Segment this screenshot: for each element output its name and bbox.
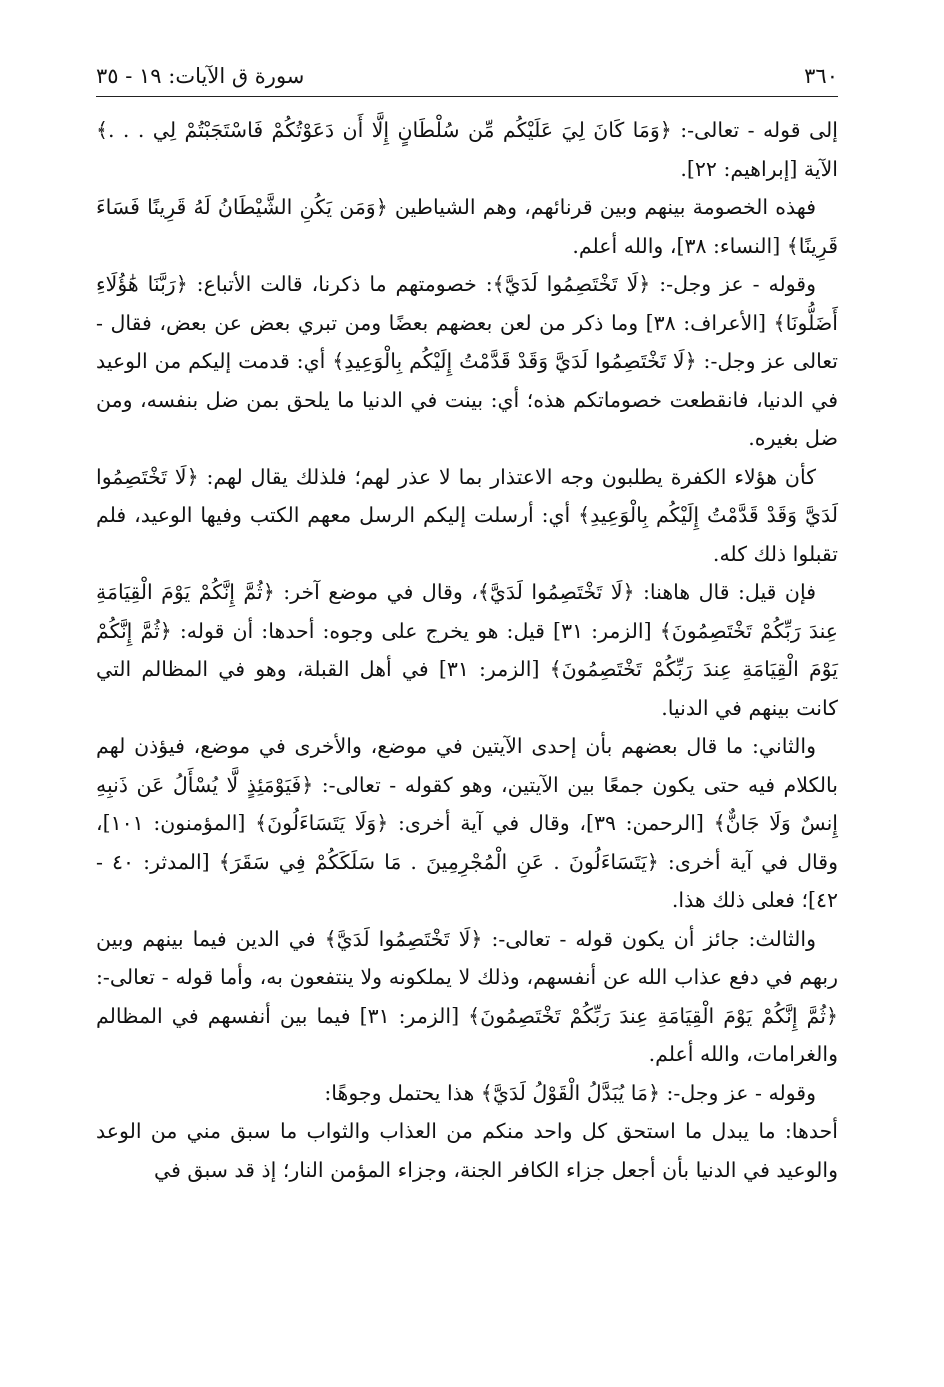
page-body (96, 111, 838, 1189)
paragraph: أحدها: ما يبدل ما استحق كل واحد منكم من العذاب والثواب ما سبق مني من الوعد والوعيد في الدنيا بأن أجعل جزاء الكافر الجنة، وجزاء المؤمن النار؛ إذ قد سبق في (96, 1119, 838, 1182)
page-header (96, 56, 838, 97)
paragraph: إلى قوله - تعالى-: ﴿وَمَا كَانَ لِيَ عَلَيْكُم مِّن سُلْطَانٍ إِلَّا أَن دَعَوْتُكُمْ فَاسْتَجَبْتُمْ لِي . . .﴾ الآية [إبراهيم: ٢٢]. (96, 118, 838, 181)
paragraph: وقوله - عز وجل-: ﴿مَا يُبَدَّلُ الْقَوْلُ لَدَيَّ﴾ هذا يحتمل وجوهًا: (324, 1080, 816, 1105)
paragraph: فهذه الخصومة بينهم وبين قرنائهم، وهم الشياطين ﴿وَمَن يَكُنِ الشَّيْطَانُ لَهُ قَرِينًا فَسَاءَ قَرِينًا﴾ [النساء: ٣٨]، والله أعلم. (96, 195, 838, 258)
book-page (96, 56, 838, 1346)
paragraph: كأن هؤلاء الكفرة يطلبون وجه الاعتذار بما لا عذر لهم؛ فلذلك يقال لهم: ﴿لَا تَخْتَصِمُوا لَدَيَّ وَقَدْ قَدَّمْتُ إِلَيْكُم بِالْوَعِيدِ﴾ أي: أرسلت إليكم الرسل معهم الكتب وفيها الوعيد، فلم تقبلوا ذلك كله. (96, 464, 838, 566)
paragraph: والثالث: جائز أن يكون قوله - تعالى-: ﴿لَا تَخْتَصِمُوا لَدَيَّ﴾ في الدين فيما بينهم وبين ربهم في دفع عذاب الله عن أنفسهم، وذلك لا يملكونه ولا ينتفعون به، وأما قوله - تعالى-: ﴿ثُمَّ إِنَّكُمْ يَوْمَ الْقِيَامَةِ عِندَ رَبِّكُمْ تَخْتَصِمُونَ﴾ [الزمر: ٣١] فيما بين أنفسهم في المظالم والغرامات، والله أعلم. (96, 926, 838, 1066)
paragraph: وقوله - عز وجل-: ﴿لَا تَخْتَصِمُوا لَدَيَّ﴾: خصومتهم ما ذكرنا، قالت الأتباع: ﴿رَبَّنَا هَٰؤُلَاءِ أَضَلُّونَا﴾ [الأعراف: ٣٨] وما ذكر من لعن بعضهم بعضًا ومن تبري بعض عن بعض، فقال - تعالى عز وجل-: ﴿لَا تَخْتَصِمُوا لَدَيَّ وَقَدْ قَدَّمْتُ إِلَيْكُم بِالْوَعِيدِ﴾ أي: قدمت إليكم من الوعيد في الدنيا، فانقطعت خصوماتكم هذه؛ أي: بينت في الدنيا ما يلحق بمن ضل بنفسه، ومن ضل بغيره. (96, 272, 838, 450)
paragraph: والثاني: ما قال بعضهم بأن إحدى الآيتين في موضع، والأخرى في موضع، فيؤذن لهم بالكلام فيه حتى يكون جمعًا بين الآيتين، وهو كقوله - تعالى-: ﴿فَيَوْمَئِذٍ لَّا يُسْأَلُ عَن ذَنبِهِ إِنسٌ وَلَا جَانٌّ﴾ [الرحمن: ٣٩]، وقال في آية أخرى: ﴿وَلَا يَتَسَاءَلُونَ﴾ [المؤمنون: ١٠١]، وقال في آية أخرى: ﴿يَتَسَاءَلُونَ . عَنِ الْمُجْرِمِينَ . مَا سَلَكَكُمْ فِي سَقَرَ﴾ [المدثر: ٤٠ - ٤٢]؛ فعلى ذلك هذا. (96, 734, 839, 912)
paragraph: فإن قيل: قال هاهنا: ﴿لَا تَخْتَصِمُوا لَدَيَّ﴾، وقال في موضع آخر: ﴿ثُمَّ إِنَّكُمْ يَوْمَ الْقِيَامَةِ عِندَ رَبِّكُمْ تَخْتَصِمُونَ﴾ [الزمر: ٣١] قيل: هو يخرج على وجوه: أحدها: أن قوله: ﴿ثُمَّ إِنَّكُمْ يَوْمَ الْقِيَامَةِ عِندَ رَبِّكُمْ تَخْتَصِمُونَ﴾ [الزمر: ٣١] في أهل القبلة، وهو في المظالم التي كانت بينهم في الدنيا. (96, 580, 838, 720)
running-title: سورة ق الآيات: ١٩ - ٣٥ (96, 64, 305, 88)
page-number: ٣٦٠ (804, 64, 838, 88)
